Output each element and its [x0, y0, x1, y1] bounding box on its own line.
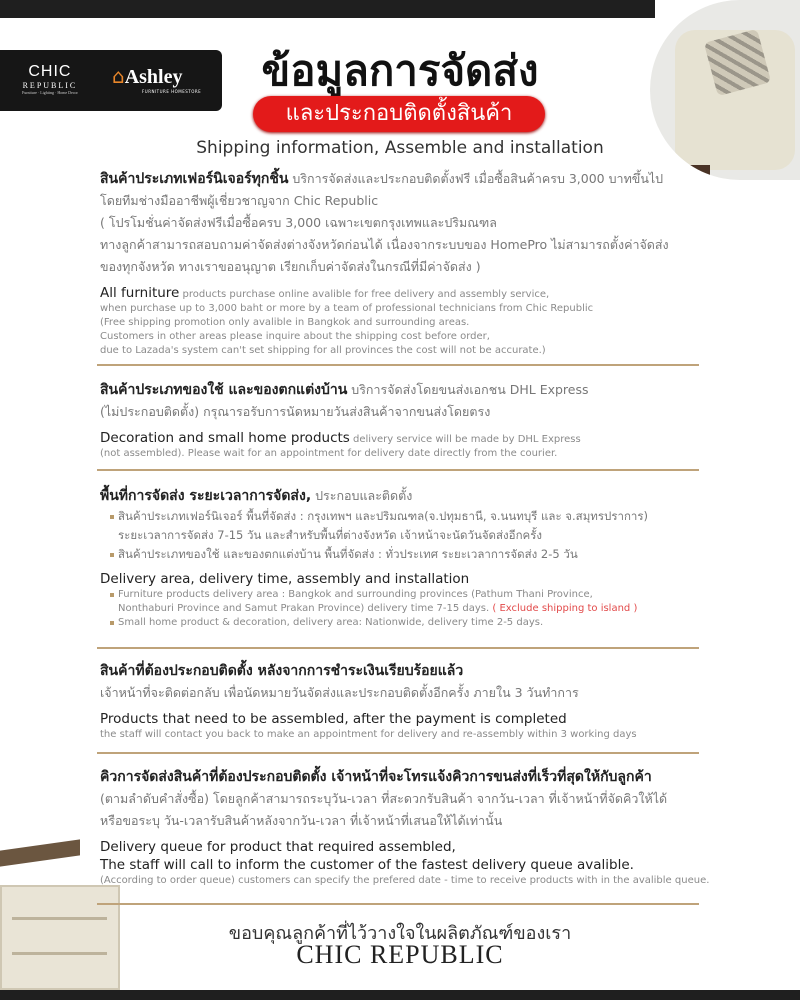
bottom-bar	[0, 990, 800, 1000]
page-title: ข้อมูลการจัดส่ง	[261, 46, 539, 95]
divider	[97, 903, 699, 905]
heading: Products that need to be assembled, after the payment is completed	[100, 711, 567, 727]
text: หรือขอระบุ วัน-เวลารับสินค้าหลังจากวัน-เวลา ที่เจ้าหน้าที่เสนอให้ได้เท่านั้น	[100, 813, 503, 828]
heading: All furniture	[100, 285, 180, 301]
text: ระยะเวลาการจัดส่ง 7-15 วัน และสำหรับพื้นที่ต่างจังหวัด เจ้าหน้าจะนัดวันจัดส่งอีกครั้ง	[118, 528, 543, 542]
text: delivery service will be made by DHL Express	[349, 434, 581, 445]
divider	[97, 469, 699, 471]
text: when purchase up to 3,000 baht or more by a team of professional technicians from Chic Republic	[100, 303, 594, 314]
heading: Delivery queue for product that required assembled,	[100, 839, 456, 855]
text: (ตามลำดับคำสั่งซื้อ) โดยลูกค้าสามารถระบุวัน-เวลา ที่สะดวกรับสินค้า จากวัน-เวลา ที่เจ้าหน้าที่จัดคิวให้ได้	[100, 791, 668, 806]
heading: สินค้าประเภทของใช้ และของตกแต่งบ้าน	[100, 382, 348, 398]
text: due to Lazada's system can't set shipping for all provinces the cost will not be accurate.)	[100, 345, 546, 356]
text: products purchase online avalible for free delivery and assembly service,	[179, 289, 550, 300]
thank-you-text: ขอบคุณลูกค้าที่ไว้วางใจในผลิตภัณฑ์ของเรา	[228, 923, 572, 944]
text: ( โปรโมชั่นค่าจัดส่งฟรีเมื่อซื้อครบ 3,000 เฉพาะเขตกรุงเทพและปริมณฑล	[100, 215, 497, 230]
text: โดยทีมช่างมืออาชีพผู้เชี่ยวชาญจาก Chic Republic	[100, 193, 379, 208]
heading: สินค้าที่ต้องประกอบติดตั้ง หลังจากการชำระเงินเรียบร้อยแล้ว	[100, 663, 464, 679]
text: บริการจัดส่งและประกอบติดตั้งฟรี เมื่อซื้อสินค้าครบ 3,000 บาทขึ้นไป	[288, 171, 664, 186]
heading: คิวการจัดส่งสินค้าที่ต้องประกอบติดตั้ง เจ้าหน้าที่จะโทรแจ้งคิวการขนส่งที่เร็วที่สุดให้กับลูกค้า	[100, 769, 652, 785]
text: (According to order queue) customers can specify the prefered date - time to receive products with in the avalible queue.	[100, 875, 710, 886]
top-bar	[0, 0, 655, 18]
divider	[97, 647, 699, 649]
text: บริการจัดส่งโดยขนส่งเอกชน DHL Express	[347, 382, 589, 397]
bullet: Small home product & decoration, delivery area: Nationwide, delivery time 2-5 days.	[100, 616, 740, 630]
exclusion-note: ( Exclude shipping to island )	[489, 603, 638, 614]
bullet: Furniture products delivery area : Bangkok and surrounding provinces (Pathum Thani Province,	[100, 588, 740, 602]
text: (not assembled). Please wait for an appointment for delivery date directly from the courier.	[100, 448, 558, 459]
text: ทางลูกค้าสามารถสอบถามค่าจัดส่งต่างจังหวัดก่อนได้ เนื่องจากระบบของ HomePro ไม่สามารถตั้งค่าจัดส่ง	[100, 237, 669, 252]
text: (ไม่ประกอบติดตั้ง) กรุณารอรับการนัดหมายวันส่งสินค้าจากขนส่งโดยตรง	[100, 404, 491, 419]
footer-brand: CHIC REPUBLIC	[296, 940, 504, 969]
ashley-logo: ⌂Ashley FURNITURE HOMESTORE	[112, 64, 202, 94]
text: Nonthaburi Province and Samut Prakan Province) delivery time 7-15 days.	[118, 603, 490, 614]
english-subtitle: Shipping information, Assemble and installation	[196, 138, 604, 158]
heading: The staff will call to inform the customer of the fastest delivery queue avalible.	[100, 857, 634, 873]
heading: พื้นที่การจัดส่ง ระยะเวลาการจัดส่ง,	[100, 488, 312, 504]
subtitle-pill: และประกอบติดตั้งสินค้า	[253, 96, 545, 132]
bullet: สินค้าประเภทของใช้ และของตกแต่งบ้าน พื้นที่จัดส่ง : ทั่วประเทศ ระยะเวลาการจัดส่ง 2-5 วัน	[100, 545, 740, 564]
text: ของทุกจังหวัด ทางเราขออนุญาต เรียกเก็บค่าจัดส่งในกรณีที่มีค่าจัดส่ง )	[100, 259, 481, 274]
heading: Decoration and small home products	[100, 430, 350, 446]
brand-logos	[0, 50, 222, 111]
divider	[97, 752, 699, 754]
section-assembly	[100, 660, 740, 742]
text: Customers in other areas please inquire about the shipping cost before order,	[100, 331, 490, 342]
section-delivery-area	[100, 485, 740, 630]
chic-republic-logo: CHIC REPUBLIC Furniture · Lighting · Home Decor	[22, 63, 78, 95]
section-queue	[100, 766, 740, 888]
text: the staff will contact you back to make an appointment for delivery and re-assembly within 3 working days	[100, 729, 637, 740]
text: เจ้าหน้าที่จะติดต่อกลับ เพื่อนัดหมายวันจัดส่งและประกอบติดตั้งอีกครั้ง ภายใน 3 วันทำการ	[100, 685, 579, 700]
section-decoration	[100, 379, 740, 461]
bullet: สินค้าประเภทเฟอร์นิเจอร์ พื้นที่จัดส่ง : กรุงเทพฯ และปริมณฑล(จ.ปทุมธานี, จ.นนทบุรี และ จ.สมุทรปราการ)	[100, 507, 740, 526]
divider	[97, 364, 699, 366]
heading: Delivery area, delivery time, assembly and installation	[100, 571, 470, 587]
heading: สินค้าประเภทเฟอร์นิเจอร์ทุกชิ้น	[100, 171, 289, 187]
house-icon: ⌂	[112, 64, 125, 88]
text: (Free shipping promotion only avalible in Bangkok and surrounding areas.	[100, 317, 470, 328]
text: ประกอบและติดตั้ง	[311, 488, 413, 503]
section-furniture	[100, 168, 740, 358]
